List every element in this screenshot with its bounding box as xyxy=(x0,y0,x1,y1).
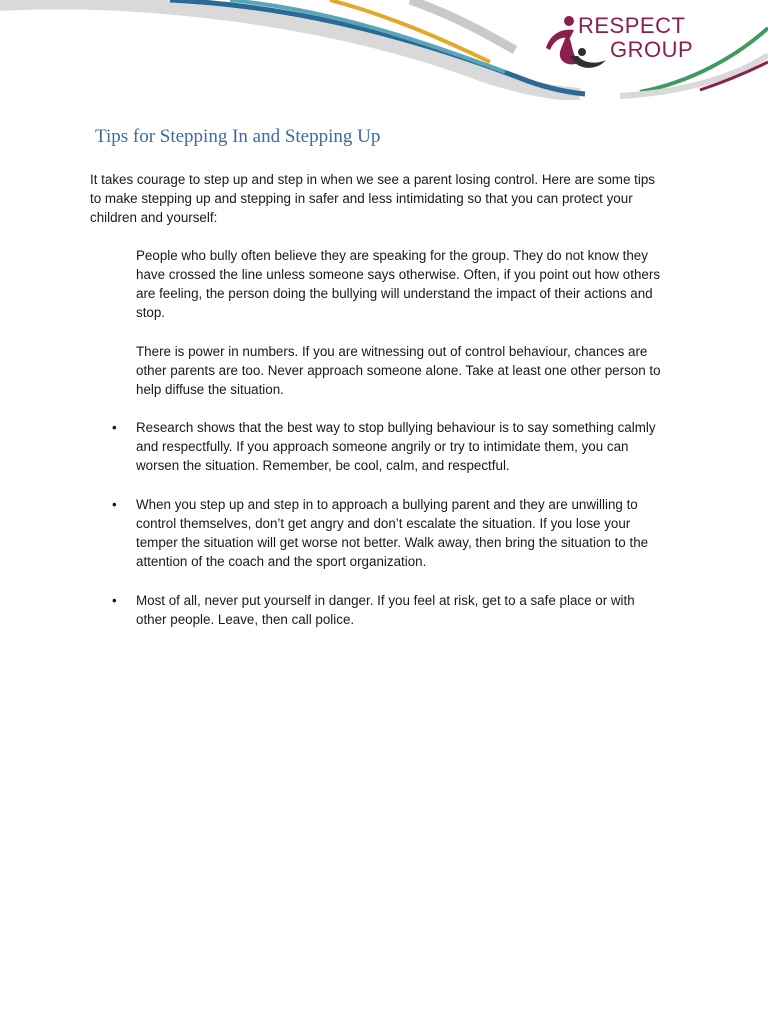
bullet-item-3: Most of all, never put yourself in danger. If you feel at risk, get to a safe place or with other people. Leave, then call police. xyxy=(136,593,635,627)
logo-line-2: GROUP xyxy=(610,37,694,62)
bullet-item-2: When you step up and step in to approach a bullying parent and they are unwilling to control themselves, don’t get angry and don’t escalate the situation. If you lose your temper the situation will get worse not better. Walk away, then bring the situation to the attention of the coach and the sport organization. xyxy=(136,497,649,569)
bullet-marker: • xyxy=(112,420,117,435)
bullet-marker: • xyxy=(112,593,117,608)
page-title: Tips for Stepping In and Stepping Up xyxy=(95,126,381,147)
bullet-marker: • xyxy=(112,497,117,512)
bullet-item-1: Research shows that the best way to stop bullying behaviour is to say something calmly and respectfully. If you approach someone angrily or try to intimidate them, you can worsen the situation. Remember, be cool, calm, and respectful. xyxy=(136,420,656,473)
tip-paragraph-2: There is power in numbers. If you are witnessing out of control behaviour, chances are other parents are too. Never approach someone alone. Take at least one other person to help diffuse the situation. xyxy=(136,344,661,397)
logo-line-1: RESPECT xyxy=(578,13,686,38)
logo-wordmark xyxy=(578,14,693,62)
tip-paragraph-1: People who bully often believe they are speaking for the group. They do not know they have crossed the line unless someone says otherwise. Often, if you point out how others are feeling, the person doing the bullying will understand the impact of their actions and stop. xyxy=(136,248,661,320)
intro-paragraph: It takes courage to step up and step in when we see a parent losing control. Here are some tips to make stepping up and stepping in safer and less intimidating so that you can protect your children and yourself: xyxy=(90,172,655,225)
